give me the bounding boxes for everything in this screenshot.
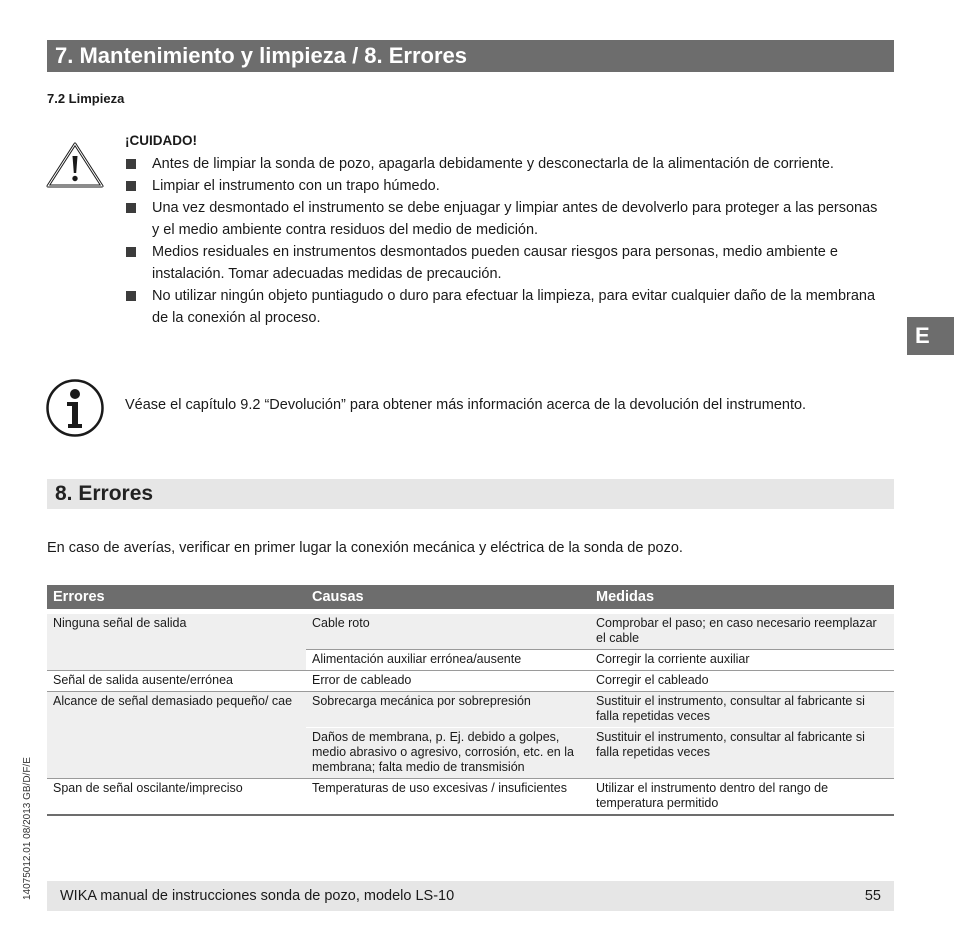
list-item bbox=[125, 197, 885, 241]
list-item-text: Medios residuales en instrumentos desmontados pueden causar riesgos para personas, medio ambiente e instalación. Tomar adecuadas medidas de precaución. bbox=[152, 244, 838, 282]
errors-table bbox=[47, 585, 894, 816]
square-bullet-icon bbox=[126, 159, 136, 169]
table-cell-cause: Temperaturas de uso excesivas / insuficientes bbox=[306, 779, 590, 816]
language-tab: E bbox=[907, 317, 954, 355]
caution-list bbox=[125, 153, 885, 329]
column-header-errors: Errores bbox=[47, 585, 306, 609]
table-row bbox=[47, 671, 894, 692]
page-number: 55 bbox=[864, 888, 881, 904]
errors-header: 8. Errores bbox=[47, 479, 894, 509]
table-cell-cause: Sobrecarga mecánica por sobrepresión bbox=[306, 692, 590, 728]
square-bullet-icon bbox=[126, 247, 136, 257]
table-cell-measure: Corregir el cableado bbox=[590, 671, 894, 692]
list-item bbox=[125, 153, 885, 175]
table-cell-cause: Error de cableado bbox=[306, 671, 590, 692]
table-cell-cause: Cable roto bbox=[306, 614, 590, 650]
table-cell-error: Señal de salida ausente/errónea bbox=[47, 671, 306, 692]
list-item-text: Limpiar el instrumento con un trapo húmedo. bbox=[152, 178, 440, 194]
table-cell-cause: Alimentación auxiliar errónea/ausente bbox=[306, 650, 590, 671]
subsection-title: 7.2 Limpieza bbox=[47, 91, 125, 106]
footer-text: WIKA manual de instrucciones sonda de pozo, modelo LS-10 bbox=[60, 888, 455, 904]
square-bullet-icon bbox=[126, 203, 136, 213]
info-icon bbox=[45, 378, 105, 438]
table-cell-measure: Sustituir el instrumento, consultar al fabricante si falla repetidas veces bbox=[590, 692, 894, 728]
table-cell-measure: Sustituir el instrumento, consultar al fabricante si falla repetidas veces bbox=[590, 728, 894, 779]
table-header-row bbox=[47, 585, 894, 609]
caution-title: ¡CUIDADO! bbox=[125, 133, 197, 148]
list-item bbox=[125, 285, 885, 329]
table-row bbox=[47, 614, 894, 650]
square-bullet-icon bbox=[126, 181, 136, 191]
table-cell-measure: Utilizar el instrumento dentro del rango de temperatura permitido bbox=[590, 779, 894, 816]
table-cell-measure: Corregir la corriente auxiliar bbox=[590, 650, 894, 671]
list-item bbox=[125, 241, 885, 285]
square-bullet-icon bbox=[126, 291, 136, 301]
table-row bbox=[47, 692, 894, 728]
section-header: 7. Mantenimiento y limpieza / 8. Errores bbox=[47, 40, 894, 72]
list-item bbox=[125, 175, 885, 197]
table-cell-error: Span de señal oscilante/impreciso bbox=[47, 779, 306, 816]
table-cell-cause: Daños de membrana, p. Ej. debido a golpes, medio abrasivo o agresivo, corrosión, etc. en la membrana; falta medio de transmisión bbox=[306, 728, 590, 779]
info-note: Véase el capítulo 9.2 “Devolución” para obtener más información acerca de la devolución del instrumento. bbox=[125, 397, 807, 413]
page-footer bbox=[47, 881, 894, 911]
table-cell-error: Ninguna señal de salida bbox=[47, 614, 306, 671]
table-cell-measure: Comprobar el paso; en caso necesario reemplazar el cable bbox=[590, 614, 894, 650]
warning-triangle-icon bbox=[45, 141, 105, 189]
errors-intro: En caso de averías, verificar en primer lugar la conexión mecánica y eléctrica de la sonda de pozo. bbox=[47, 540, 683, 556]
table-cell-error: Alcance de señal demasiado pequeño/ cae bbox=[47, 692, 306, 779]
column-header-causes: Causas bbox=[306, 585, 590, 609]
list-item-text: Antes de limpiar la sonda de pozo, apagarla debidamente y desconectarla de la alimentación de corriente. bbox=[152, 156, 834, 172]
document-code: 14075012.01 08/2013 GB/D/F/E bbox=[22, 757, 33, 900]
column-header-measures: Medidas bbox=[590, 585, 894, 609]
list-item-text: Una vez desmontado el instrumento se debe enjuagar y limpiar antes de devolverlo para proteger a las personas y el medio ambiente contra residuos del medio de medición. bbox=[152, 200, 878, 238]
table-row bbox=[47, 779, 894, 816]
list-item-text: No utilizar ningún objeto puntiagudo o duro para efectuar la limpieza, para evitar cualquier daño de la membrana de la conexión al proceso. bbox=[152, 288, 876, 326]
